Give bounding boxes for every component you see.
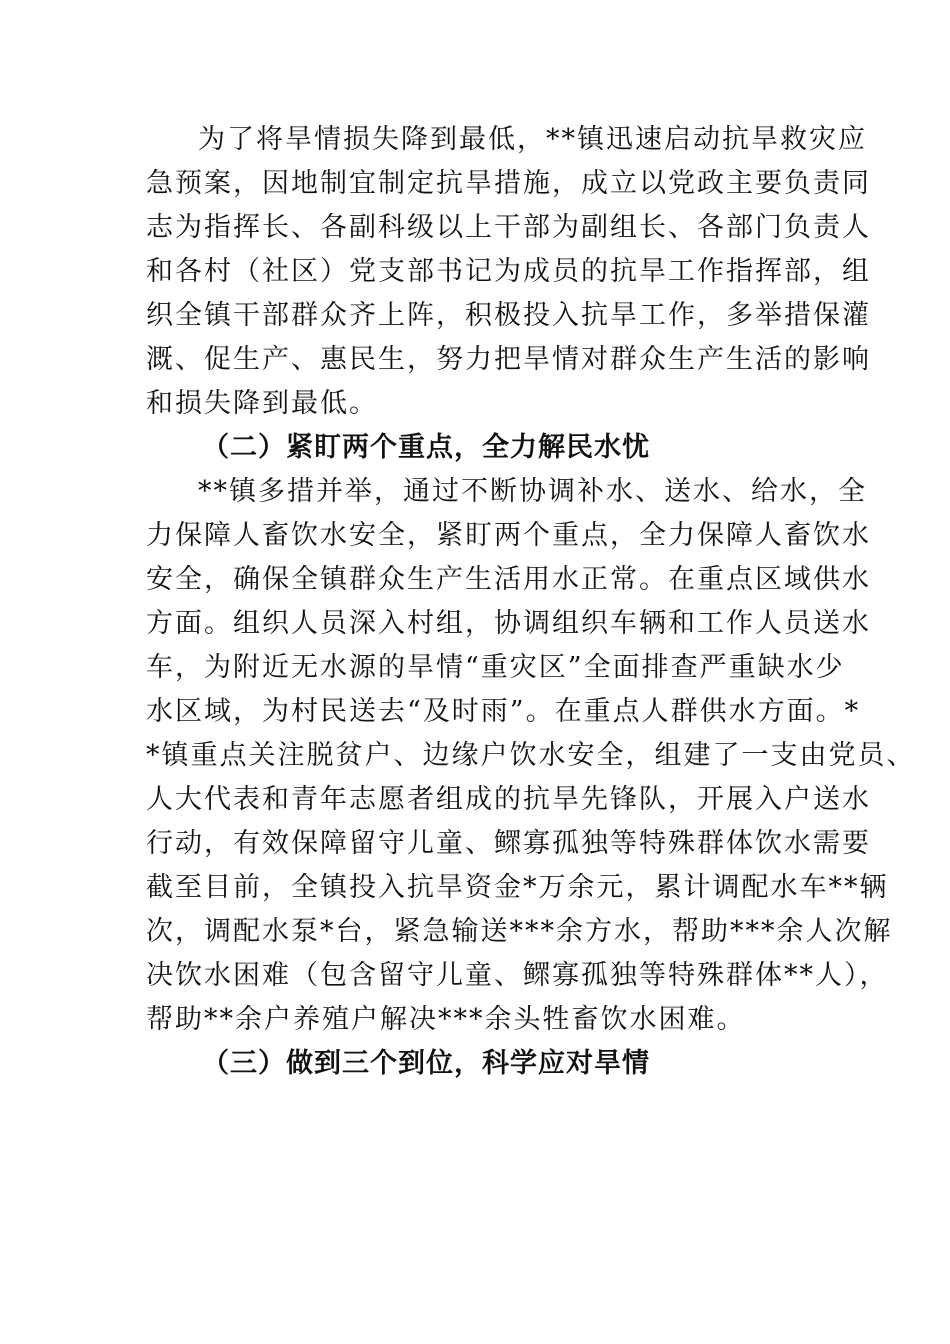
- paragraph-2-line-10: 截至目前，全镇投入抗旱资金*万余元，累计调配水车**辆: [146, 872, 889, 903]
- section-heading-3: （三）做到三个到位，科学应对旱情: [202, 1048, 650, 1079]
- paragraph-1-line-6: 溉、促生产、惠民生，努力把旱情对群众生产生活的影响: [146, 344, 871, 375]
- paragraph-1-line-4: 和各村（社区）党支部书记为成员的抗旱工作指挥部，组: [146, 256, 871, 287]
- paragraph-2-line-6: 水区域，为村民送去“及时雨”。在重点人群供水方面。*: [146, 696, 861, 727]
- paragraph-1-line-2: 急预案，因地制宜制定抗旱措施，成立以党政主要负责同: [146, 168, 871, 199]
- paragraph-2-line-7: *镇重点关注脱贫户、边缘户饮水安全，组建了一支由党员、: [146, 740, 916, 771]
- paragraph-1-line-3: 志为指挥长、各副科级以上干部为副组长、各部门负责人: [146, 212, 871, 243]
- paragraph-2-line-3: 安全，确保全镇群众生产生活用水正常。在重点区域供水: [146, 564, 871, 595]
- paragraph-2-line-4: 方面。组织人员深入村组，协调组织车辆和工作人员送水: [146, 608, 871, 639]
- paragraph-2-line-8: 人大代表和青年志愿者组成的抗旱先锋队，开展入户送水: [146, 784, 871, 815]
- paragraph-2-line-9: 行动，有效保障留守儿童、鳏寡孤独等特殊群体饮水需要: [146, 828, 871, 859]
- paragraph-2-line-1: **镇多措并举，通过不断协调补水、送水、给水，全: [198, 476, 867, 507]
- paragraph-1-line-7: 和损失降到最低。: [146, 388, 378, 419]
- paragraph-2-line-5: 车，为附近无水源的旱情“重灾区”全面排查严重缺水少: [146, 652, 845, 683]
- paragraph-2-line-12: 决饮水困难（包含留守儿童、鳏寡孤独等特殊群体**人），: [146, 960, 889, 991]
- paragraph-2-line-11: 次，调配水泵*台，紧急输送***余方水，帮助***余人次解: [146, 916, 893, 947]
- paragraph-1-line-5: 织全镇干部群众齐上阵，积极投入抗旱工作，多举措保灌: [146, 300, 871, 331]
- paragraph-2-line-13: 帮助**余户养殖户解决***余头牲畜饮水困难。: [146, 1004, 746, 1035]
- section-heading-2: （二）紧盯两个重点，全力解民水忧: [202, 432, 650, 463]
- paragraph-2-line-2: 力保障人畜饮水安全，紧盯两个重点，全力保障人畜饮水: [146, 520, 871, 551]
- paragraph-1-line-1: 为了将旱情损失降到最低，**镇迅速启动抗旱救灾应: [198, 124, 867, 155]
